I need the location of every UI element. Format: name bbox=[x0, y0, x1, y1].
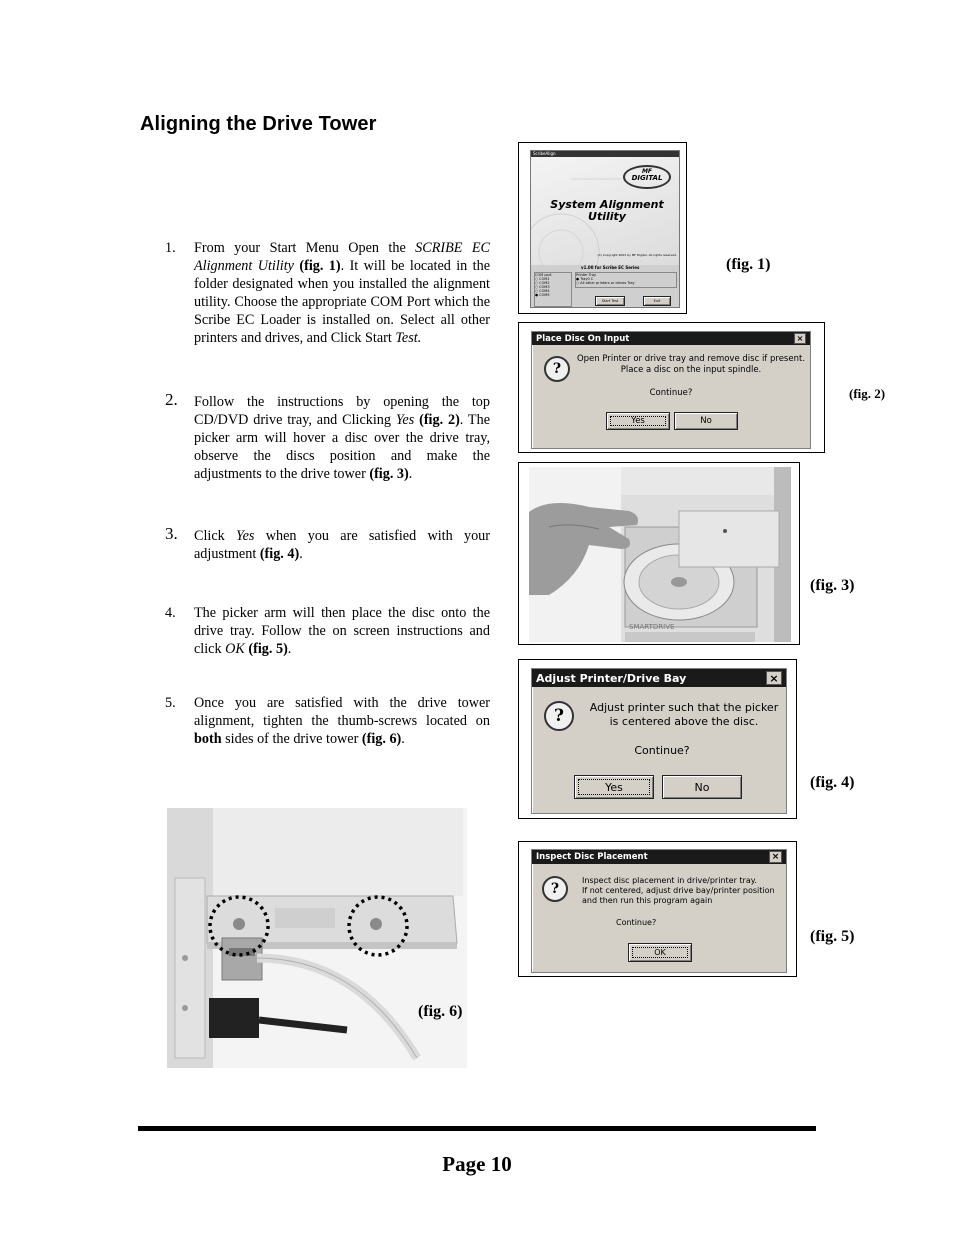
com-port-radio[interactable]: ○ COM1 bbox=[535, 277, 550, 281]
no-button[interactable]: No bbox=[662, 775, 742, 799]
fig1-frame bbox=[518, 142, 687, 314]
copyright-text: (C) Copyright 2003 by MF Digital. All rights reserved. bbox=[597, 253, 677, 257]
close-icon[interactable]: × bbox=[769, 851, 782, 863]
close-icon[interactable]: × bbox=[794, 333, 806, 344]
alignment-utility-window bbox=[530, 150, 680, 308]
drive-tray-photo bbox=[529, 467, 791, 642]
fig5-label: (fig. 5) bbox=[810, 928, 855, 945]
page-heading: Aligning the Drive Tower bbox=[140, 113, 377, 135]
dialog-title: Place Disc On Input bbox=[536, 333, 630, 344]
continue-prompt: Continue? bbox=[649, 388, 693, 398]
question-mark-icon: ? bbox=[542, 876, 568, 902]
version-label: v1.00 for Scribe EC Series bbox=[581, 265, 640, 270]
printer-tray-group bbox=[575, 272, 677, 288]
dialog-title: Adjust Printer/Drive Bay bbox=[536, 671, 687, 685]
dialog-message: Open Printer or drive tray and remove disc if present. Place a disc on the input spindle. bbox=[576, 354, 806, 375]
dialog-message: Adjust printer such that the picker is centered above the disc. bbox=[589, 701, 779, 728]
place-disc-dialog bbox=[531, 331, 811, 449]
yes-button[interactable]: Yes bbox=[606, 412, 670, 430]
dialog-titlebar bbox=[532, 669, 786, 687]
settings-panel bbox=[531, 265, 679, 307]
step-text: Once you are satisfied with the drive tower alignment, tighten the thumb-screws located on both sides of the drive tower (fig. 6). bbox=[194, 695, 490, 747]
app-title: System Alignment Utility bbox=[550, 198, 664, 223]
yes-button[interactable]: Yes bbox=[574, 775, 654, 799]
step-text: Follow the instructions by opening the top CD/DVD drive tray, and Clicking Yes (fig. 2). The picker arm will hover a disc over the drive tray, observe the discs position and make the adjustments to the drive tower (fig. 3). bbox=[194, 394, 490, 482]
close-icon[interactable]: × bbox=[766, 671, 782, 685]
fig4-frame bbox=[518, 659, 797, 819]
com-port-radio[interactable]: ● COM5 bbox=[535, 293, 550, 297]
mf-digital-logo: MF DIGITAL bbox=[623, 165, 671, 189]
page-number: Page 10 bbox=[442, 1152, 512, 1176]
dialog-message: Inspect disc placement in drive/printer tray. If not centered, adjust drive bay/printer position and then run this program again bbox=[582, 876, 775, 905]
step-number: 2. bbox=[165, 390, 178, 409]
continue-prompt: Continue? bbox=[616, 918, 657, 927]
com-port-radio[interactable]: ○ COM4 bbox=[535, 289, 550, 293]
fig6-photo bbox=[167, 808, 467, 1068]
step-number: 3. bbox=[165, 524, 178, 543]
printer-radio[interactable]: ○ All other printers or drives Tray bbox=[576, 281, 635, 285]
com-heading: COM port bbox=[535, 273, 552, 277]
printer-heading: Printer Tray bbox=[576, 273, 597, 277]
dialog-titlebar bbox=[532, 850, 786, 864]
adjust-printer-dialog bbox=[531, 668, 787, 814]
dialog-titlebar bbox=[532, 332, 810, 345]
com-port-radio[interactable]: ○ COM2 bbox=[535, 281, 550, 285]
exit-button[interactable]: Exit bbox=[643, 296, 671, 306]
fig6-label: (fig. 6) bbox=[418, 1003, 463, 1020]
continue-prompt: Continue? bbox=[634, 744, 690, 757]
step-number: 1. bbox=[165, 240, 176, 256]
step-5 bbox=[165, 694, 490, 748]
fig4-label: (fig. 4) bbox=[810, 774, 855, 791]
fig5-frame bbox=[518, 841, 797, 977]
step-number: 5. bbox=[165, 695, 176, 711]
drive-brand-text: SMARTDRIVE bbox=[629, 623, 675, 631]
no-button[interactable]: No bbox=[674, 412, 738, 430]
fig3-label: (fig. 3) bbox=[810, 577, 855, 594]
ok-button[interactable]: OK bbox=[628, 943, 692, 962]
com-port-group bbox=[534, 272, 572, 307]
printer-radio[interactable]: ● Tray0 C bbox=[576, 277, 594, 281]
fig2-frame bbox=[518, 322, 825, 453]
question-mark-icon: ? bbox=[544, 356, 570, 382]
step-number: 4. bbox=[165, 605, 176, 621]
step-3 bbox=[165, 524, 490, 563]
com-port-radio[interactable]: ○ COM3 bbox=[535, 285, 550, 289]
fig2-label: (fig. 2) bbox=[849, 386, 886, 401]
inspect-disc-dialog bbox=[531, 849, 787, 973]
step-text: The picker arm will then place the disc onto the drive tray. Follow the on screen instructions and click OK (fig. 5). bbox=[194, 605, 490, 657]
fig3-frame bbox=[518, 462, 800, 645]
dialog-title: Inspect Disc Placement bbox=[536, 852, 648, 862]
step-text: From your Start Menu Open the SCRIBE EC Alignment Utility (fig. 1). It will be located in the folder designated when you installed the alignment utility. Choose the appropriate COM Port which the Scribe EC Loader is installed on. Select all other printers and drives, and Click Start Test. bbox=[194, 240, 490, 346]
start-test-button[interactable]: Start Test bbox=[595, 296, 625, 306]
fig1-label: (fig. 1) bbox=[726, 256, 771, 273]
step-1 bbox=[165, 239, 490, 347]
splash-area bbox=[531, 157, 679, 265]
step-4 bbox=[165, 604, 490, 658]
step-text: Click Yes when you are satisfied with your adjustment (fig. 4). bbox=[194, 528, 490, 562]
step-2 bbox=[165, 390, 490, 483]
question-mark-icon: ? bbox=[544, 701, 574, 731]
window-titlebar: ScribeAlign bbox=[531, 151, 679, 157]
footer-rule bbox=[138, 1126, 816, 1131]
